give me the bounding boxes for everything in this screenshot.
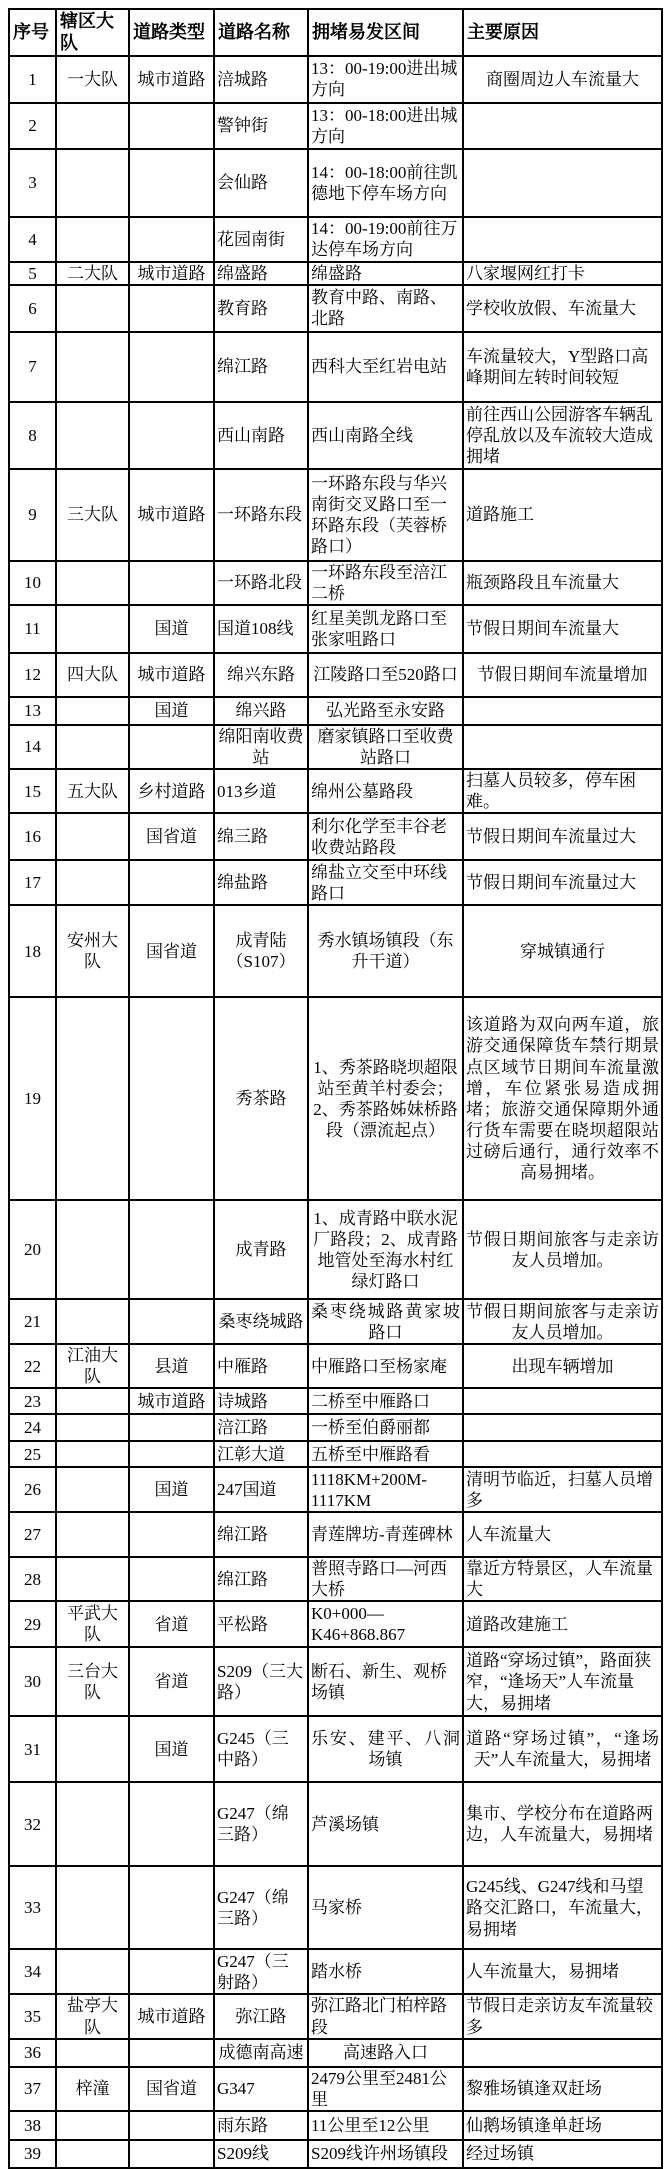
cell-brigade: 三台大队 [56,1647,129,1716]
cell-brigade [56,1866,129,1949]
cell-no: 1 [9,56,56,103]
table-row [9,1344,662,1388]
cell-no: 37 [9,2067,56,2111]
cell-road-type [129,1512,214,1557]
cell-road-type [129,2111,214,2140]
cell-brigade [56,605,129,653]
cell-road-type [129,103,214,149]
cell-road-name: 会仙路 [214,149,308,217]
cell-no: 6 [9,285,56,332]
cell-reason: 八家堰网红打卡 [463,262,662,285]
cell-road-type [129,149,214,217]
cell-reason: 该道路为双向两车道，旅游交通保障货车禁行期景点区域节日期间车流量激增，车位紧张易造成拥堵；旅游交通保障期外通行货车需要在晓坝超限站过磅后通行，通行效率不高易拥堵。 [463,997,662,1200]
cell-road-type [129,561,214,605]
cell-reason: 车流量较大，Y型路口高峰期间左转时间较短 [463,332,662,402]
table-row [9,1601,662,1647]
cell-road-name: 诗城路 [214,1388,308,1414]
cell-reason: 商圈周边人车流量大 [463,56,662,103]
table-body [9,56,662,2168]
cell-road-name: 成德南高速 [214,2039,308,2067]
table-row [9,1512,662,1557]
cell-no: 21 [9,1299,56,1344]
cell-road-name: 绵盐路 [214,860,308,905]
cell-brigade [56,402,129,469]
cell-road-name: 教育路 [214,285,308,332]
cell-no: 24 [9,1414,56,1441]
cell-no: 7 [9,332,56,402]
cell-reason: 节假日期间旅客与走亲访友人员增加。 [463,1299,662,1344]
cell-road-type: 城市道路 [129,469,214,561]
cell-no: 36 [9,2039,56,2067]
cell-no: 8 [9,402,56,469]
cell-brigade: 二大队 [56,262,129,285]
cell-brigade [56,1716,129,1782]
cell-road-name: 成青路 [214,1200,308,1299]
cell-reason: 道路“穿场过镇”，“逢场天”人车流量大，易拥堵 [463,1716,662,1782]
cell-reason: 瓶颈路段且车流量大 [463,561,662,605]
table-row [9,1414,662,1441]
cell-no: 30 [9,1647,56,1716]
cell-no: 28 [9,1557,56,1601]
cell-road-name: G247（绵三路） [214,1866,308,1949]
cell-road-type [129,402,214,469]
cell-brigade [56,1200,129,1299]
cell-road-type [129,997,214,1200]
cell-brigade [56,1467,129,1512]
cell-section: 11公里至12公里 [308,2111,463,2140]
cell-road-name: 一环路东段 [214,469,308,561]
cell-road-type [129,1441,214,1467]
cell-reason: 前往西山公园游客车辆乱停乱放以及车流较大造成拥堵 [463,402,662,469]
cell-reason [463,217,662,262]
cell-road-name: 绵兴路 [214,697,308,725]
cell-reason: 道路“穿场过镇”，路面狭窄，“逢场天”人车流量大，易拥堵 [463,1647,662,1716]
cell-road-name: 弥江路 [214,1994,308,2038]
cell-brigade [56,697,129,725]
table-row [9,2039,662,2067]
table-row [9,56,662,103]
cell-brigade [56,1949,129,1994]
cell-no: 16 [9,813,56,860]
cell-brigade [56,1299,129,1344]
cell-brigade: 盐亭大队 [56,1994,129,2038]
table-row [9,697,662,725]
cell-road-name: G245（三中路） [214,1716,308,1782]
cell-no: 31 [9,1716,56,1782]
cell-section: 普照寺路口—河西大桥 [308,1557,463,1601]
cell-road-type [129,1866,214,1949]
cell-brigade [56,332,129,402]
cell-brigade [56,2039,129,2067]
table-row [9,149,662,217]
cell-no: 18 [9,905,56,997]
table-row [9,1299,662,1344]
cell-no: 38 [9,2111,56,2140]
cell-road-name: 绵三路 [214,813,308,860]
cell-no: 19 [9,997,56,1200]
cell-reason: 仙鹅场镇逢单赶场 [463,2111,662,2140]
cell-reason [463,2039,662,2067]
cell-reason: 扫墓人员较多，停车困难。 [463,769,662,813]
cell-no: 26 [9,1467,56,1512]
cell-reason: 穿城镇通行 [463,905,662,997]
cell-reason [463,1414,662,1441]
table-row [9,561,662,605]
cell-reason: 人车流量大，易拥堵 [463,1949,662,1994]
cell-road-name: 绵兴东路 [214,653,308,697]
header-brigade: 辖区大队 [56,9,129,56]
cell-road-name: 涪江路 [214,1414,308,1441]
cell-section: 14：00-18:00前往凯德地下停车场方向 [308,149,463,217]
cell-no: 35 [9,1994,56,2038]
cell-road-type [129,725,214,769]
cell-reason: 集市、学校分布在道路两边，人车流量大，易拥堵 [463,1782,662,1866]
cell-no: 33 [9,1866,56,1949]
cell-no: 10 [9,561,56,605]
cell-road-name: 花园南街 [214,217,308,262]
table-row [9,813,662,860]
cell-section: 14：00-19:00前往万达停车场方向 [308,217,463,262]
cell-brigade: 三大队 [56,469,129,561]
cell-road-type [129,1414,214,1441]
cell-brigade: 梓潼 [56,2067,129,2111]
cell-road-name: 平松路 [214,1601,308,1647]
cell-reason: 人车流量大 [463,1512,662,1557]
cell-road-name: 绵江路 [214,332,308,402]
cell-section: 秀水镇场镇段（东升干道） [308,905,463,997]
cell-reason [463,697,662,725]
cell-reason: 学校收放假、车流量大 [463,285,662,332]
cell-no: 4 [9,217,56,262]
cell-no: 39 [9,2140,56,2168]
cell-road-name: 013乡道 [214,769,308,813]
cell-section: 高速路入口 [308,2039,463,2067]
cell-no: 34 [9,1949,56,1994]
cell-brigade: 五大队 [56,769,129,813]
cell-section: 弘光路至永安路 [308,697,463,725]
cell-brigade: 平武大队 [56,1601,129,1647]
table-row [9,1949,662,1994]
table-row [9,769,662,813]
header-road-name: 道路名称 [214,9,308,56]
table-row [9,653,662,697]
table-row [9,2111,662,2140]
cell-section: 一环路东段至涪江二桥 [308,561,463,605]
cell-road-type [129,217,214,262]
cell-brigade [56,2140,129,2168]
cell-road-type [129,1949,214,1994]
cell-section: 一环路东段与华兴南街交叉路口至一环路东段（芙蓉桥路口） [308,469,463,561]
cell-section: 西山南路全线 [308,402,463,469]
cell-no: 29 [9,1601,56,1647]
cell-section: 中雁路口至杨家庵 [308,1344,463,1388]
table-row [9,1866,662,1949]
cell-brigade [56,1557,129,1601]
cell-no: 23 [9,1388,56,1414]
cell-road-type: 国道 [129,1467,214,1512]
cell-section: 弥江路北门柏梓路段 [308,1994,463,2038]
cell-road-type [129,332,214,402]
cell-section: 芦溪场镇 [308,1782,463,1866]
cell-road-name: 绵江路 [214,1512,308,1557]
cell-road-name: S209线 [214,2140,308,2168]
cell-section: 2479公里至2481公里 [308,2067,463,2111]
cell-reason: 道路施工 [463,469,662,561]
cell-section: 1118KM+200M-1117KM [308,1467,463,1512]
cell-road-type: 国道 [129,605,214,653]
cell-section: 13：00-19:00进出城方向 [308,56,463,103]
header-no: 序号 [9,9,56,56]
cell-road-type: 县道 [129,1344,214,1388]
cell-road-type: 城市道路 [129,262,214,285]
cell-section: 绵州公墓路段 [308,769,463,813]
cell-no: 14 [9,725,56,769]
table-row [9,1388,662,1414]
cell-brigade [56,285,129,332]
cell-section: 1、成青路中联水泥厂路段；2、成青路地管处至海水村红绿灯路口 [308,1200,463,1299]
cell-reason: 清明节临近，扫墓人员增多 [463,1467,662,1512]
cell-no: 32 [9,1782,56,1866]
table-row [9,1716,662,1782]
cell-section: 绵盐立交至中环线路口 [308,860,463,905]
cell-section: 13：00-18:00进出城方向 [308,103,463,149]
cell-road-name: 西山南路 [214,402,308,469]
congestion-table [8,8,663,2169]
table-row [9,469,662,561]
cell-road-type [129,1200,214,1299]
cell-no: 12 [9,653,56,697]
cell-reason: 节假日期间车流量过大 [463,813,662,860]
table-row [9,262,662,285]
table-row [9,2067,662,2111]
cell-road-name: 中雁路 [214,1344,308,1388]
cell-reason [463,1388,662,1414]
cell-brigade [56,561,129,605]
cell-brigade [56,103,129,149]
cell-reason: 节假日走亲访友车流量较多 [463,1994,662,2038]
table-row [9,1647,662,1716]
table-row [9,725,662,769]
cell-section: 1、秀茶路晓坝超限站至黄羊村委会；2、秀茶路姊妹桥路段（漂流起点） [308,997,463,1200]
cell-brigade [56,725,129,769]
cell-road-type: 省道 [129,1647,214,1716]
cell-road-name: 一环路北段 [214,561,308,605]
cell-road-type: 国道 [129,1716,214,1782]
header-section: 拥堵易发区间 [308,9,463,56]
table-row [9,217,662,262]
cell-brigade [56,149,129,217]
cell-road-name: G347 [214,2067,308,2111]
table-row [9,905,662,997]
cell-road-name: 成青陆（S107） [214,905,308,997]
cell-brigade: 四大队 [56,653,129,697]
table-row [9,1557,662,1601]
cell-section: K0+000—K46+868.867 [308,1601,463,1647]
cell-road-type: 国省道 [129,905,214,997]
cell-section: 五桥至中雁路看 [308,1441,463,1467]
cell-section: 绵盛路 [308,262,463,285]
table-row [9,402,662,469]
cell-road-type: 国道 [129,697,214,725]
cell-road-type [129,1557,214,1601]
cell-road-type: 省道 [129,1601,214,1647]
cell-no: 9 [9,469,56,561]
cell-road-type [129,2140,214,2168]
table-row [9,285,662,332]
cell-section: 断石、新生、观桥场镇 [308,1647,463,1716]
cell-brigade [56,1441,129,1467]
cell-reason [463,725,662,769]
table-row [9,1994,662,2038]
cell-reason: 靠近方特景区，人车流量大 [463,1557,662,1601]
cell-section: 桑枣绕城路黄家坡路口 [308,1299,463,1344]
cell-brigade [56,813,129,860]
cell-section: 一桥至伯爵丽都 [308,1414,463,1441]
cell-reason: 出现车辆增加 [463,1344,662,1388]
cell-brigade [56,860,129,905]
table-row [9,1782,662,1866]
cell-reason [463,149,662,217]
cell-brigade [56,1414,129,1441]
cell-road-type [129,2039,214,2067]
cell-road-type: 城市道路 [129,653,214,697]
table-row [9,1467,662,1512]
cell-section: 青莲牌坊-青莲碑林 [308,1512,463,1557]
cell-road-name: G247（三射路） [214,1949,308,1994]
cell-road-name: 桑枣绕城路 [214,1299,308,1344]
cell-road-type [129,1299,214,1344]
cell-reason: G245线、G247线和马望路交汇路口，车流量大，易拥堵 [463,1866,662,1949]
cell-road-type: 乡村道路 [129,769,214,813]
cell-road-name: 江彰大道 [214,1441,308,1467]
cell-no: 17 [9,860,56,905]
cell-brigade [56,1388,129,1414]
cell-road-name: 绵江路 [214,1557,308,1601]
cell-reason: 节假日期间车流量增加 [463,653,662,697]
table-row [9,1200,662,1299]
table-row [9,860,662,905]
cell-reason: 黎雅场镇逢双赶场 [463,2067,662,2111]
table-row [9,605,662,653]
cell-section: 江陵路口至520路口 [308,653,463,697]
cell-no: 20 [9,1200,56,1299]
cell-road-type: 国省道 [129,813,214,860]
cell-brigade [56,1512,129,1557]
table-row [9,2140,662,2168]
cell-section: 马家桥 [308,1866,463,1949]
cell-section: 西科大至红岩电站 [308,332,463,402]
cell-section: 红星美凯龙路口至张家咀路口 [308,605,463,653]
cell-reason: 道路改建施工 [463,1601,662,1647]
cell-section: 踏水桥 [308,1949,463,1994]
cell-road-type [129,860,214,905]
cell-road-name: G247（绵三路） [214,1782,308,1866]
cell-section: S209线许州场镇段 [308,2140,463,2168]
cell-no: 13 [9,697,56,725]
cell-road-name: 247国道 [214,1467,308,1512]
cell-no: 3 [9,149,56,217]
cell-section: 磨家镇路口至收费站路口 [308,725,463,769]
cell-reason: 经过场镇 [463,2140,662,2168]
header-road-type: 道路类型 [129,9,214,56]
cell-section: 教育中路、南路、北路 [308,285,463,332]
cell-section: 乐安、建平、八洞场镇 [308,1716,463,1782]
cell-road-name: 雨东路 [214,2111,308,2140]
cell-brigade [56,217,129,262]
cell-road-type: 城市道路 [129,1388,214,1414]
table-row [9,332,662,402]
cell-brigade [56,997,129,1200]
cell-section: 二桥至中雁路口 [308,1388,463,1414]
cell-section: 利尔化学至丰谷老收费站路段 [308,813,463,860]
cell-road-type [129,285,214,332]
cell-road-type: 城市道路 [129,1994,214,2038]
cell-no: 25 [9,1441,56,1467]
cell-no: 22 [9,1344,56,1388]
cell-no: 15 [9,769,56,813]
cell-reason: 节假日期间车流量过大 [463,860,662,905]
cell-brigade: 一大队 [56,56,129,103]
cell-road-type: 城市道路 [129,56,214,103]
cell-road-name: 警钟街 [214,103,308,149]
cell-brigade [56,1782,129,1866]
cell-no: 5 [9,262,56,285]
cell-brigade [56,2111,129,2140]
cell-road-name: 绵阳南收费站 [214,725,308,769]
cell-no: 27 [9,1512,56,1557]
cell-brigade: 安州大队 [56,905,129,997]
cell-reason: 节假日期间旅客与走亲访友人员增加。 [463,1200,662,1299]
table-row [9,997,662,1200]
table-row [9,1441,662,1467]
cell-road-name: 秀茶路 [214,997,308,1200]
table-row [9,103,662,149]
cell-road-name: 国道108线 [214,605,308,653]
cell-road-type [129,1782,214,1866]
header-reason: 主要原因 [463,9,662,56]
cell-road-type: 国省道 [129,2067,214,2111]
cell-no: 2 [9,103,56,149]
cell-reason [463,1441,662,1467]
cell-road-name: S209（三大路） [214,1647,308,1716]
header-row [9,9,662,56]
cell-road-name: 绵盛路 [214,262,308,285]
cell-reason: 节假日期间车流量大 [463,605,662,653]
cell-brigade: 江油大队 [56,1344,129,1388]
cell-no: 11 [9,605,56,653]
cell-reason [463,103,662,149]
cell-road-name: 涪城路 [214,56,308,103]
